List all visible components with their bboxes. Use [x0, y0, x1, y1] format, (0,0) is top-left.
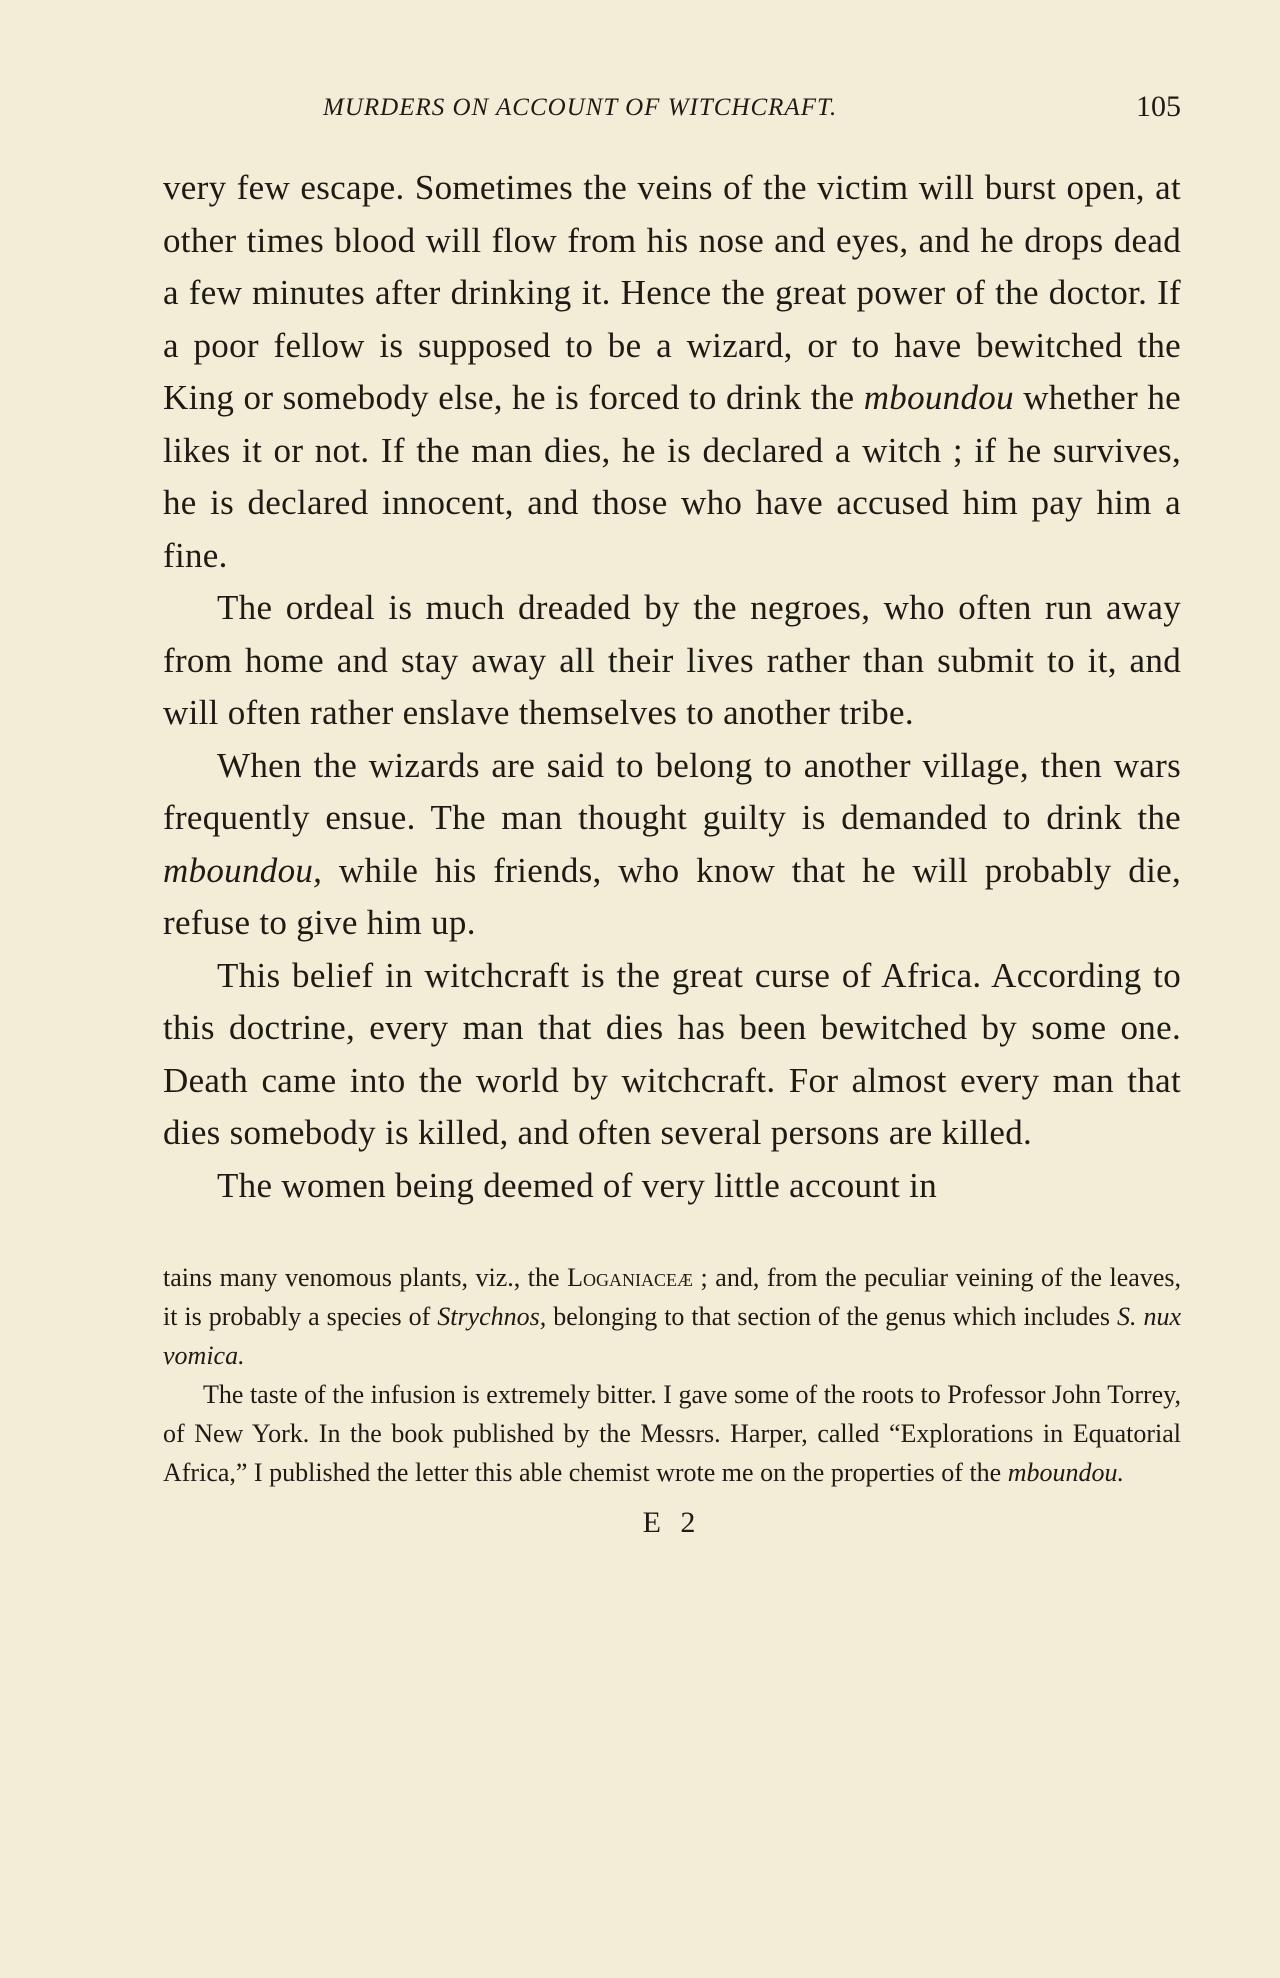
footnote-paragraph	[163, 1258, 1181, 1375]
paragraph: The ordeal is much dreaded by the negroes, who often run away from home and stay away all their lives rather than submit to it, and will often rather enslave themselves to another tribe.	[163, 588, 1181, 732]
italic-term: mboundou.	[1007, 1458, 1125, 1487]
book-page	[163, 88, 1181, 1540]
page-number: 105	[1136, 90, 1181, 123]
text-run: belonging to that section of the genus which includes	[546, 1302, 1117, 1331]
paragraph: This belief in witchcraft is the great curse of Africa. According to this doctrine, every man that dies has been bewitched by some one. Death came into the world by witchcraft. For almost every man that dies somebody is killed, and often several persons are killed.	[163, 955, 1181, 1152]
footnote-paragraph	[163, 1375, 1181, 1492]
text-run: while his friends, who know that he will probably die, refuse to give him up.	[163, 850, 1181, 942]
paragraph	[163, 162, 1181, 582]
small-caps-term: Loganiaceæ	[567, 1263, 693, 1292]
text-run: When the wizards are said to belong to another village, then wars frequently ensue. The man thought guilty is demanded to drink the	[163, 745, 1181, 837]
page-header	[163, 88, 1181, 128]
italic-term: mboundou,	[163, 850, 323, 890]
italic-term: Strychnos,	[437, 1302, 547, 1331]
italic-term: S. nux vomica.	[163, 1302, 1181, 1370]
text-run: very few escape. Sometimes the veins of the victim will burst open, at other times blood will flow from his nose and eyes, and he drops dead a few minutes after drinking it. Hence the great power of the doctor. If a poor fellow is supposed to be a wizard, or to have bewitched the King or somebody else, he is forced to drink the	[163, 168, 1181, 417]
paragraph	[163, 740, 1181, 950]
footnotes	[163, 1258, 1181, 1492]
text-run: The taste of the infusion is extremely bitter. I gave some of the roots to Professor John Torrey, of New York. In the book published by the Messrs. Harper, called “Explorations in Equatorial Africa,” I published the letter this able chemist wrote me on the properties of the	[163, 1380, 1181, 1487]
text-run: ; and, from the peculiar veining of the leaves, it is probably a species of	[163, 1263, 1181, 1331]
main-text	[163, 162, 1181, 1212]
signature-mark: E 2	[642, 1506, 702, 1539]
text-run: whether he likes it or not. If the man dies, he is declared a witch ; if he survives, he is declared innocent, and those who have accused him pay him a fine.	[163, 378, 1181, 575]
running-title: MURDERS ON ACCOUNT OF WITCHCRAFT.	[323, 94, 838, 121]
paragraph: The women being deemed of very little account in	[217, 1165, 937, 1205]
text-run: tains many venomous plants, viz., the	[163, 1263, 568, 1292]
italic-term: mboundou	[863, 378, 1014, 417]
